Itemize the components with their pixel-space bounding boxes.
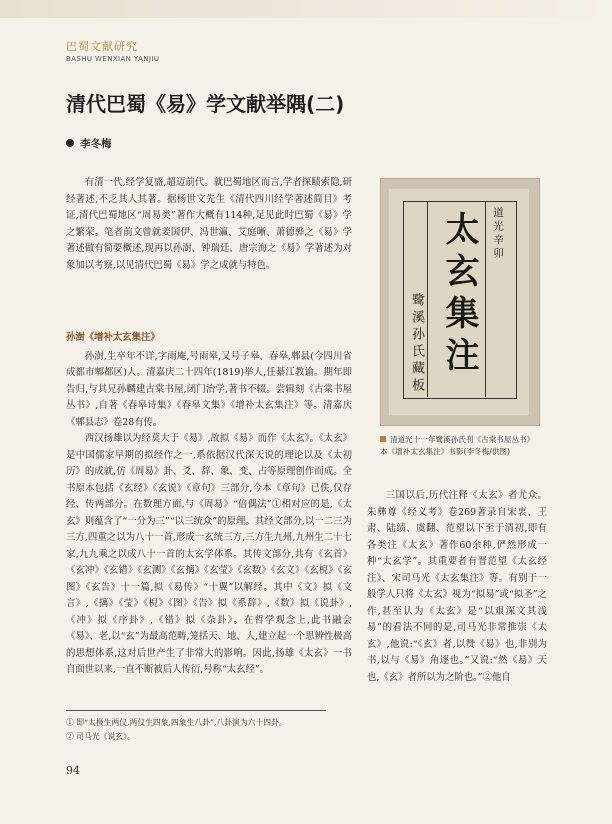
column-name-en: BASHU WENXIAN YANJIU bbox=[66, 55, 160, 63]
section-column bbox=[66, 330, 352, 679]
book-page bbox=[389, 189, 529, 415]
inscription-date: 道光辛卯 bbox=[492, 207, 504, 261]
section-heading: 孙澍《增补太玄集注》 bbox=[66, 332, 160, 343]
caption-marker-icon bbox=[380, 436, 386, 442]
section-paragraph-1: 孙澍,生卒年不详,字雨庵,号雨皋,又号子皋、春皋,郫县(今四川省成都市郫都区)人。清嘉庆二十四年(1819)举人,任綦江教谕。期年即告归,与其兄孙麟建古棠书屋,闭门治学,著书不辍。尝辑刻《古棠书屋丛书》,自著《春皋诗集》《春皋文集》《增补太玄集注》等。清嘉庆《郫县志》卷28有传。 bbox=[66, 350, 352, 428]
book-frame-divider bbox=[427, 201, 428, 397]
right-column bbox=[367, 488, 547, 686]
book-frame-divider bbox=[485, 201, 486, 397]
article-title: 清代巴蜀《易》学文献举隅(二) bbox=[66, 92, 345, 116]
author-line bbox=[66, 136, 112, 151]
column-name-cn: 巴蜀文献研究 bbox=[66, 40, 138, 53]
figure-caption bbox=[380, 434, 540, 458]
intro-paragraph: 有清一代,经学复盛,超迈前代。就巴蜀地区而言,学者探赜索隐,研经著述,不乏其人其著。据杨世文先生《清代四川经学著述简目》考证,清代巴蜀地区“周易类”著作大概有114种,足见此时巴蜀《易》学之繁荣。笔者前文曾就姜国伊、冯世瀛、艾庭晰、萧德骅之《易》学著述做有简要概述,现再以孙澍、钟瑞廷、唐宗海之《易》学著述为对象加以考察,以见清代巴蜀《易》学之成就与特色。 bbox=[66, 177, 352, 271]
column-name bbox=[66, 38, 159, 63]
header-bar bbox=[0, 0, 612, 18]
figure-caption-text: 清道光十一年鹭溪孙氏刊《古棠书屋丛书》本《增补太玄集注》书影(李冬梅/供图) bbox=[380, 435, 535, 456]
book-cover-figure bbox=[380, 178, 540, 426]
section-paragraph-2: 西汉扬雄以为经莫大于《易》,故拟《易》而作《太玄》。《太玄》是中国儒家早期的拟经作之一,系依据汉代深天说的理论以及《太初历》的成就,仿《周易》卦、爻、辞、象、变、占等原理创作而成。全书原本包括《玄经》《玄说》《章句》三部分,今本《章句》已佚,仅存经、传两部分。在数理方面,与《周易》“倍偶法”①相对应的是,《太玄》则蕴含了“一分为三”“以三统众”的原理。其经文部分,以一二三为三方,四重之以为八十一首,形成一玄统三方,三方生九州,九州生二十七家,九九乘之以成八十一首的太玄学体系。其传文部分,共有《玄首》《玄冲》《玄错》《玄测》《玄摛》《玄莹》《玄数》《玄文》《玄棿》《玄图》《玄告》十一篇,拟《易传》“十翼”以解经。其中《文》拟《文言》,《摛》《莹》《棿》《图》《告》拟《系辞》,《数》拟《说卦》,《冲》拟《序卦》,《错》拟《杂卦》。在哲学观念上,此书融会《易》、老,以“玄”为最高范畴,笼括天、地、人,建立起一个思辨性极高的思想体系,这对后世产生了非常大的影响。因此,扬雄《太玄》一书自面世以来,一直不断被后人传衍,号称“太玄经”。 bbox=[66, 433, 352, 675]
intro-column bbox=[66, 175, 352, 274]
page-number: 94 bbox=[66, 764, 80, 777]
footnote-rule bbox=[66, 710, 326, 711]
footnote-1: ① 即“太极生两仪,两仪生四象,四象生八卦”,八卦演为六十四卦。 bbox=[66, 718, 287, 727]
author-bullet-icon bbox=[66, 139, 74, 147]
footnotes bbox=[66, 716, 486, 744]
author-name: 李冬梅 bbox=[80, 138, 112, 150]
inscription-title: 太玄集注 bbox=[439, 211, 479, 379]
right-column-paragraph: 三国以后,历代注释《太玄》者尤众。朱彝尊《经义考》卷269著录自宋衷、王肃、陆绩、虞翻、范望以下至于清初,即有各类注《太玄》著作60余种,俨然形成一种“太玄学”。其重要者有晋范望《太玄经注》、宋司马光《太玄集注》等。有别于一般学人只将《太玄》视为“拟易”或“拟圣”之作,甚至认为《太玄》是“以艰深文其浅易”的看法不同的是,司马光非常推崇《太玄》,他说:“《玄》者,以赞《易》也,非别为书,以与《易》角逐也。”又说:“然《易》天也,《玄》者所以为之阶也。”②他自 bbox=[367, 490, 547, 683]
inscription-publisher: 鹭溪孙氏藏板 bbox=[409, 293, 424, 395]
footnote-2: ② 司马光《说玄》。 bbox=[66, 732, 135, 741]
